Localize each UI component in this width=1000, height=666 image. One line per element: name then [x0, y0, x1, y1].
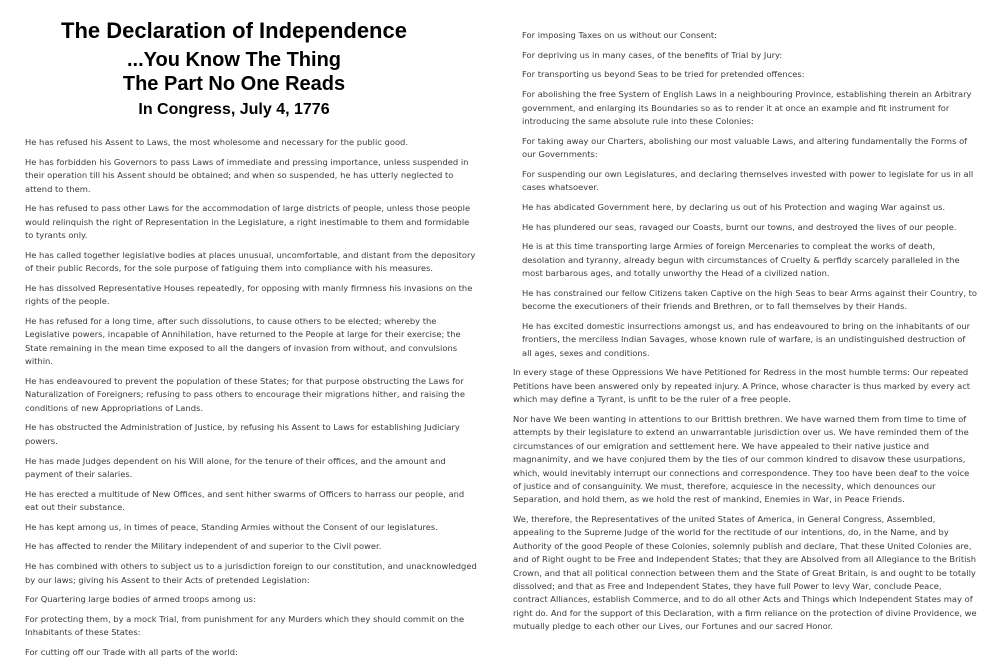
paragraph: He has combined with others to subject us to a jurisdiction foreign to our constitution, and unacknowledged by our laws; giving his Assent to their Acts of pretended Legislation:: [25, 561, 477, 585]
grievance-paragraph: For taking away our Charters, abolishing our most valuable Laws, and altering fundamentally the Forms of our Governments:: [522, 135, 968, 160]
grievance-paragraph: He is at this time transporting large Armies of foreign Mercenaries to compleat the works of death, desolation and tyranny, already begun with circumstances of Cruelty & perfidy scarcely paralleled in the most barbarous ages, and totally unworthy the Head of a civilized nation.: [522, 241, 960, 279]
date-line: In Congress, July 4, 1776: [138, 101, 330, 118]
paragraph: He has affected to render the Military independent of and superior to the Civil power.: [25, 541, 382, 552]
body-paragraph: We, therefore, the Representatives of the united States of America, in General Congress, Assembled, appealing to the Supreme Judge of the world for the rectitude of our intentions, do, in the Name, and by Authority of the good People of these Colonies, solemnly publish and declare, That these United Colonies are, and of Right ought to be Free and Independent States; that they are Absolved from all Allegiance to the British Crown, and that all political connection between them and the State of Great Britain, is and ought to be totally dissolved; and that as Free and Independent States, they have full Power to levy War, conclude Peace, contract Alliances, establish Commerce, and to do all other Acts and Things which Independent States may of right do. And for the support of this Declaration, with a firm reliance on the protection of divine Providence, we mutually pledge to each other our Lives, our Fortunes and our sacred Honor.: [513, 514, 977, 632]
grievance-paragraph: For imposing Taxes on us without our Consent:: [522, 30, 717, 40]
grievance-paragraph: He has excited domestic insurrections amongst us, and has endeavoured to bring on the inhabitants of our frontiers, the merciless Indian Savages, whose known rule of warfare, is an undistinguished destruction of all ages, sexes and conditions.: [522, 320, 971, 358]
paragraph: He has made Judges dependent on his Will alone, for the tenure of their offices, and the amount and payment of their salaries.: [25, 455, 446, 479]
right-column: [513, 29, 977, 640]
paragraph: For cutting off our Trade with all parts of the world:: [25, 647, 238, 658]
grievance-paragraph: For suspending our own Legislatures, and declaring themselves invested with power to legislate for us in all cases whatsoever.: [522, 168, 974, 193]
subtitle-line-2: The Part No One Reads: [122, 73, 346, 95]
paragraph: He has endeavoured to prevent the population of these States; for that purpose obstructing the Laws for Naturalization of Foreigners; refusing to pass others to encourage their migrations hither, and raising the conditions of new Appropriations of Lands.: [25, 375, 465, 413]
paragraph: He has called together legislative bodies at places unusual, uncomfortable, and distant from the depository of their public Records, for the sole purpose of fatiguing them into compliance with his measures.: [25, 249, 476, 274]
grievance-paragraph: He has constrained our fellow Citizens taken Captive on the high Seas to bear Arms against their Country, to become the executioners of their friends and Brethren, or to fall themselves by their Hands.: [522, 287, 977, 312]
paragraph: He has forbidden his Governors to pass Laws of immediate and pressing importance, unless suspended in their operation till his Assent should be obtained; and when so suspended, he has utterly neglected to attend to them.: [25, 156, 469, 194]
page-title: The Declaration of Independence: [61, 18, 407, 43]
paragraph: He has erected a multitude of New Offices, and sent hither swarms of Officers to harrass our people, and eat out their substance.: [25, 488, 465, 513]
grievance-paragraph: He has plundered our seas, ravaged our Coasts, burnt our towns, and destroyed the lives of our people.: [522, 221, 957, 232]
paragraph: He has dissolved Representative Houses repeatedly, for opposing with manly firmness his invasions on the rights of the people.: [25, 282, 473, 307]
header-block: [24, 18, 444, 121]
paragraph: For Quartering large bodies of armed troops among us:: [25, 594, 256, 605]
left-column: [25, 136, 479, 666]
body-paragraph: Nor have We been wanting in attentions to our Brittish brethren. We have warned them from time to time of attempts by their legislature to extend an unwarrantable jurisdiction over us. We have reminded them of the circumstances of our emigration and settlement here. We have appealed to their native justice and magnanimity, and we have conjured them by the ties of our common kindred to disavow these usurpations, which, would inevitably interrupt our connections and correspondence. They too have been deaf to the voice of justice and of consanguinity. We must, therefore, acquiesce in the necessity, which denounces our Separation, and hold them, as we hold the rest of mankind, Enemies in War, in Peace Friends.: [513, 413, 970, 505]
paragraph: He has obstructed the Administration of Justice, by refusing his Assent to Laws for establishing Judiciary powers.: [25, 422, 460, 446]
paragraph: For protecting them, by a mock Trial, from punishment for any Murders which they should commit on the Inhabitants of these States:: [25, 613, 465, 638]
paragraph: He has refused to pass other Laws for the accommodation of large districts of people, unless those people would relinquish the right of Representation in the Legislature, a right inestimable to them and formidable to tyrants only.: [25, 203, 471, 241]
paragraph: He has refused his Assent to Laws, the most wholesome and necessary for the public good.: [25, 137, 408, 147]
paragraph: He has refused for a long time, after such dissolutions, to cause others to be elected; whereby the Legislative powers, incapable of Annihilation, have returned to the People at large for their exercise; the State remaining in the mean time exposed to all the dangers of invasion from without, and convulsions within.: [25, 315, 461, 367]
body-paragraph: In every stage of these Oppressions We have Petitioned for Redress in the most humble terms: Our repeated Petitions have been answered only by repeated injury. A Prince, whose character is thus marked by every act which may define a Tyrant, is unfit to be the ruler of a free people.: [513, 367, 971, 405]
subtitle-line-1: ...You Know The Thing: [126, 49, 342, 71]
grievance-paragraph: For transporting us beyond Seas to be tried for pretended offences:: [522, 69, 805, 80]
grievance-paragraph: For abolishing the free System of English Laws in a neighbouring Province, establishing therein an Arbitrary government, and enlarging its Boundaries so as to render it at once an example and fit instrument for introducing the same absolute rule into these Colonies:: [522, 89, 972, 126]
grievance-paragraph: For depriving us in many cases, of the benefits of Trial by Jury:: [522, 49, 783, 60]
grievance-paragraph: He has abdicated Government here, by declaring us out of his Protection and waging War against us.: [522, 201, 946, 212]
paragraph: He has kept among us, in times of peace, Standing Armies without the Consent of our legislatures.: [25, 521, 438, 532]
